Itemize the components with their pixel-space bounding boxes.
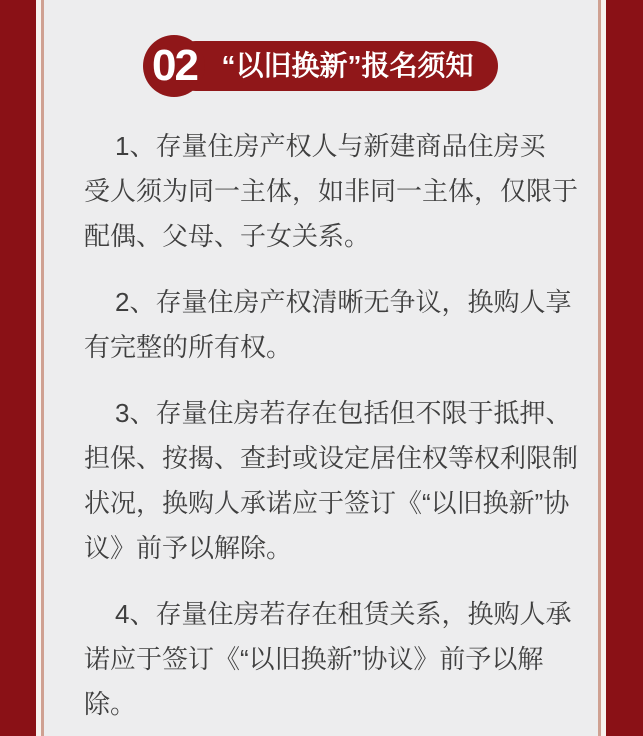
- notice-paragraph: [84, 391, 579, 571]
- section-badge: [143, 35, 497, 97]
- section-number: 02: [143, 35, 205, 97]
- section-header: [44, 35, 597, 97]
- left-red-band: [0, 0, 36, 736]
- text-line: 4、存量住房若存在租赁关系，换购人承: [115, 599, 572, 629]
- notice-paragraph: [84, 592, 572, 727]
- notice-paragraph: [84, 124, 579, 259]
- text-line: 议》前予以解除。: [84, 533, 293, 563]
- text-line: 3、存量住房若存在包括但不限于抵押、: [115, 398, 572, 428]
- text-line: 状况，换购人承诺应于签订《“以旧换新”协: [84, 488, 570, 518]
- text-line: 1、存量住房产权人与新建商品住房买: [115, 131, 546, 161]
- text-line: 除。: [84, 689, 137, 719]
- right-red-band: [606, 0, 643, 736]
- text-line: 2、存量住房产权清晰无争议，换购人享: [115, 287, 572, 317]
- text-line: 有完整的所有权。: [84, 332, 293, 362]
- left-pink-rule: [41, 0, 44, 736]
- section-title: “以旧换新”报名须知: [171, 41, 497, 91]
- text-line: 配偶、父母、子女关系。: [84, 221, 371, 251]
- notice-body: [84, 124, 579, 727]
- text-line: 诺应于签订《“以旧换新”协议》前予以解: [84, 644, 544, 674]
- text-line: 担保、按揭、查封或设定居住权等权利限制: [84, 443, 579, 473]
- text-line: 受人须为同一主体，如非同一主体，仅限于: [84, 176, 579, 206]
- right-border-gap: [601, 0, 606, 736]
- notice-paragraph: [84, 280, 572, 370]
- right-pink-rule: [598, 0, 601, 736]
